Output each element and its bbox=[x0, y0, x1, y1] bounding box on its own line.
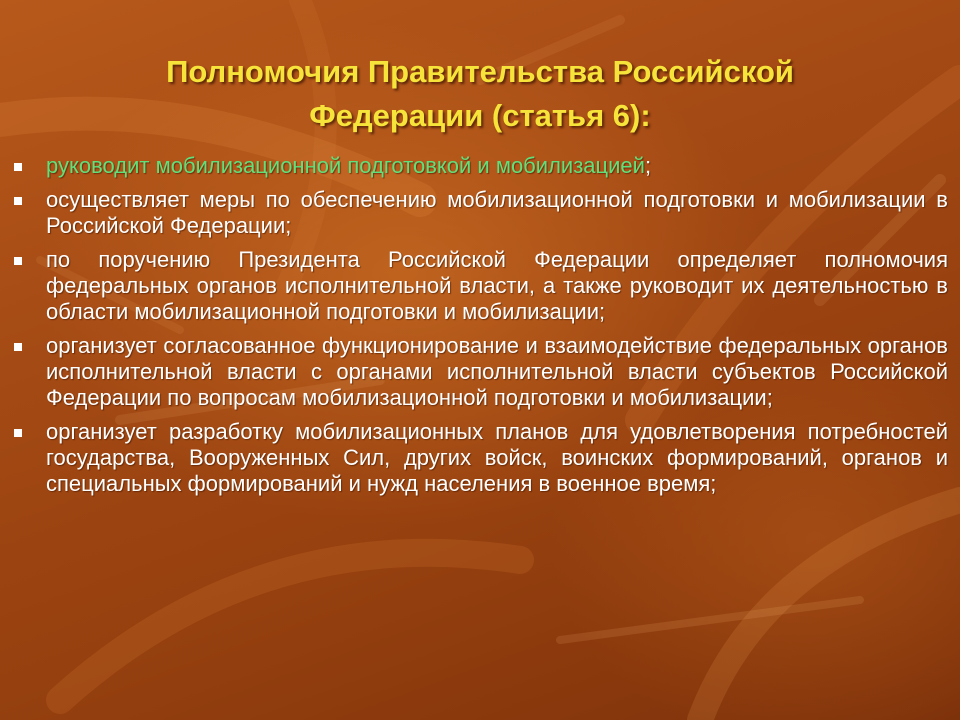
square-bullet-icon bbox=[14, 163, 22, 171]
square-bullet-icon bbox=[14, 429, 22, 437]
item-text-tail: ; bbox=[644, 153, 652, 178]
title-line-2: Федерации (статья 6): bbox=[309, 98, 651, 133]
list-item bbox=[14, 153, 948, 179]
list-item bbox=[14, 247, 948, 325]
item-text-highlighted: руководит мобилизационной подготовкой и мобилизацией bbox=[46, 153, 645, 178]
list-item bbox=[14, 187, 948, 239]
square-bullet-icon bbox=[14, 343, 22, 351]
list-item bbox=[14, 419, 948, 497]
item-text: по поручению Президента Российской Федерации определяет полномочия федеральных органов исполнительной власти, а также руководит их деятельностью в области мобилизационной подготовки и мобилизации; bbox=[46, 247, 948, 324]
item-text: осуществляет меры по обеспечению мобилизационной подготовки и мобилизации в Российской Федерации; bbox=[46, 187, 948, 238]
slide-title bbox=[80, 50, 880, 138]
bullet-list bbox=[14, 153, 948, 505]
square-bullet-icon bbox=[14, 257, 22, 265]
list-item bbox=[14, 333, 948, 411]
item-text: организует разработку мобилизационных планов для удовлетворения потребностей государства, Вооруженных Сил, других войск, воинских формирований, органов и специальных формирований и нужд населения в военное время; bbox=[46, 419, 948, 496]
square-bullet-icon bbox=[14, 197, 22, 205]
item-text: организует согласованное функционирование и взаимодействие федеральных органов исполнительной власти с органами исполнительной власти субъектов Российской Федерации по вопросам мобилизационной подготовки и мобилизации; bbox=[46, 333, 948, 410]
title-line-1: Полномочия Правительства Российской bbox=[166, 54, 794, 89]
